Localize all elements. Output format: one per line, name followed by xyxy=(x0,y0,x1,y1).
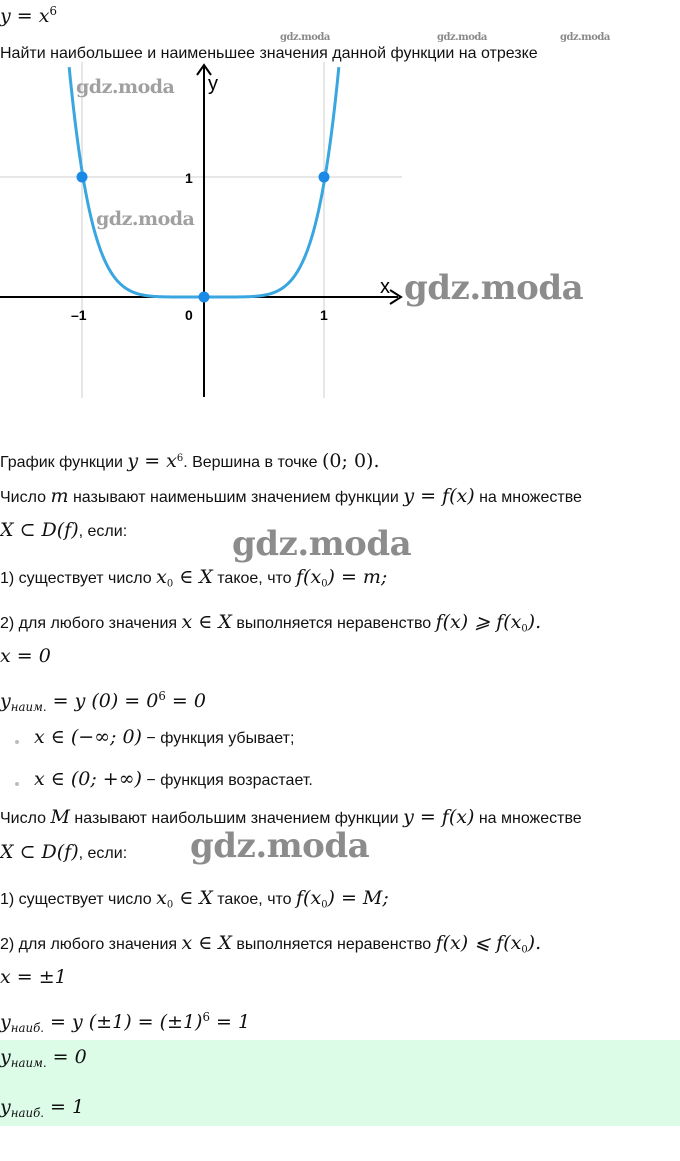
max-definition: Число M называют наибольшим значением функции y = f(x) на множестве xyxy=(0,806,582,828)
watermark-text: gdz.moda xyxy=(437,32,487,43)
max-condition-2: 2) для любого значения x ∈ X выполняется неравенство f(x) ⩽ $f(x_0)$. xyxy=(0,932,542,956)
answer-box xyxy=(0,1040,680,1126)
watermark-text: gdz.moda xyxy=(280,32,330,43)
ymin-calculation: $y_{наим.} = y$ $(0) = 0^6 = 0$ xyxy=(0,689,206,715)
watermark-text: gdz.moda xyxy=(76,76,175,98)
point-1-1 xyxy=(319,172,330,183)
x-min-value: x = 0 xyxy=(0,645,51,667)
point-neg1-1 xyxy=(77,172,88,183)
min-condition-1: 1) существует число $x_0$ ∈ X такое, что $f(x_0) = m$; xyxy=(0,566,388,590)
y-axis-label: y xyxy=(208,73,218,95)
x-axis-label: x xyxy=(380,276,390,298)
tick-label-x-0: 0 xyxy=(185,307,193,323)
watermark-text: gdz.moda xyxy=(232,524,412,564)
watermark-text: gdz.moda xyxy=(404,268,584,308)
min-definition: Число m называют наименьшим значением функции y = f(x) на множестве xyxy=(0,485,582,507)
answer-max: $y_{наиб.} = 1$ xyxy=(0,1096,85,1121)
task-text: Найти наибольшее и наименьшее значения данной функции на отрезке xyxy=(0,45,538,62)
ymax-calculation: $y_{наиб.} = y$ $(\pm 1) = (\pm 1)^6 = 1$ xyxy=(0,1010,251,1036)
graph-intro: График функции $y = x^6$. Вершина в точке (0; 0). xyxy=(0,450,380,472)
point-0-0 xyxy=(199,292,210,303)
max-condition-1: 1) существует число $x_0$ ∈ X такое, что $f(x_0) = M$; xyxy=(0,887,389,911)
tick-label-x-neg1: –1 xyxy=(71,307,87,323)
set-condition: X ⊂ D(f), если: xyxy=(0,519,128,541)
min-condition-2: 2) для любого значения x ∈ X выполняется неравенство f(x) ⩾ $f(x_0)$. xyxy=(0,611,542,635)
answer-min: $y_{наим.} = 0$ xyxy=(0,1046,87,1071)
watermark-text: gdz.moda xyxy=(190,826,370,866)
x-max-value: x = ±1 xyxy=(0,966,67,988)
bullet-decreasing: x ∈ (−∞; 0) − функция убывает; xyxy=(34,726,295,748)
function-graph xyxy=(0,62,680,402)
tick-label-x-1: 1 xyxy=(320,307,328,323)
watermark-text: gdz.moda xyxy=(560,32,610,43)
function-formula: $y = x^6$ xyxy=(0,4,57,28)
tick-label-y-1: 1 xyxy=(185,170,193,186)
set-condition: X ⊂ D(f), если: xyxy=(0,841,128,863)
watermark-text: gdz.moda xyxy=(96,208,195,230)
bullet-marker xyxy=(15,782,19,786)
bullet-marker xyxy=(15,740,19,744)
bullet-increasing: x ∈ (0; +∞) − функция возрастает. xyxy=(34,768,313,790)
